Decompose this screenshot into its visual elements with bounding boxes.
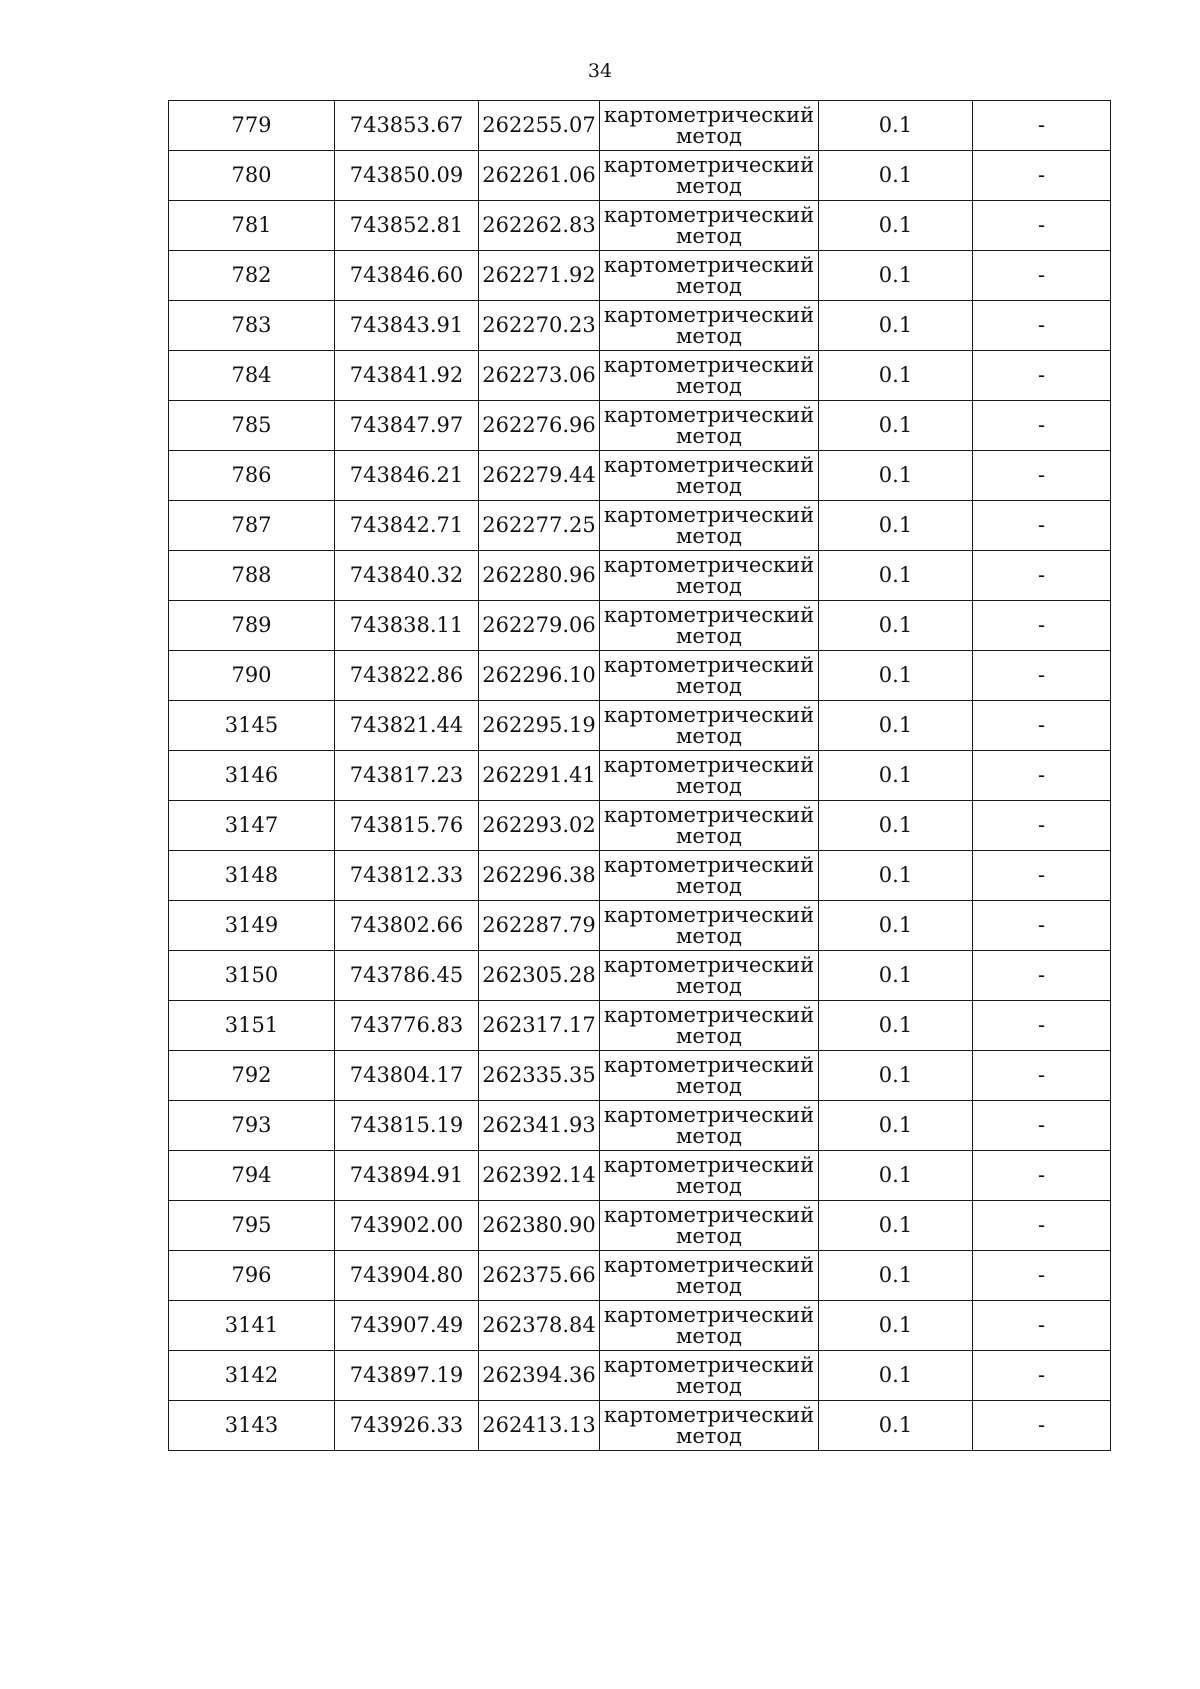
y-coordinate-cell: 262293.02: [479, 801, 600, 851]
note-cell: -: [973, 1051, 1111, 1101]
method-cell: [600, 951, 819, 1001]
note-cell: -: [973, 501, 1111, 551]
method-cell: [600, 601, 819, 651]
accuracy-cell: 0.1: [819, 151, 973, 201]
method-line-1: картометрический: [603, 1202, 815, 1227]
table-row: [169, 951, 1111, 1001]
method-line-1: картометрический: [603, 552, 815, 577]
x-coordinate-cell: 743842.71: [335, 501, 479, 551]
method-line-1: картометрический: [603, 1002, 815, 1027]
point-number-cell: 792: [169, 1051, 335, 1101]
method-line-1: картометрический: [603, 302, 815, 327]
table-row: [169, 751, 1111, 801]
point-number-cell: 3142: [169, 1351, 335, 1401]
y-coordinate-cell: 262291.41: [479, 751, 600, 801]
accuracy-cell: 0.1: [819, 501, 973, 551]
x-coordinate-cell: 743843.91: [335, 301, 479, 351]
method-line-2: метод: [676, 1323, 742, 1348]
method-cell: [600, 1001, 819, 1051]
x-coordinate-cell: 743838.11: [335, 601, 479, 651]
table-row: [169, 1201, 1111, 1251]
method-line-1: картометрический: [603, 502, 815, 527]
accuracy-cell: 0.1: [819, 551, 973, 601]
note-cell: -: [973, 401, 1111, 451]
table-row: [169, 301, 1111, 351]
method-line-1: картометрический: [603, 402, 815, 427]
method-cell: [600, 401, 819, 451]
method-line-2: метод: [676, 1073, 742, 1098]
method-line-1: картометрический: [603, 252, 815, 277]
x-coordinate-cell: 743850.09: [335, 151, 479, 201]
note-cell: -: [973, 451, 1111, 501]
method-line-1: картометрический: [603, 952, 815, 977]
note-cell: -: [973, 351, 1111, 401]
y-coordinate-cell: 262279.44: [479, 451, 600, 501]
accuracy-cell: 0.1: [819, 251, 973, 301]
table-row: [169, 851, 1111, 901]
accuracy-cell: 0.1: [819, 751, 973, 801]
method-line-2: метод: [676, 873, 742, 898]
method-line-1: картометрический: [603, 852, 815, 877]
coordinates-table: [168, 100, 1111, 1451]
method-cell: [600, 551, 819, 601]
note-cell: -: [973, 601, 1111, 651]
note-cell: -: [973, 1301, 1111, 1351]
accuracy-cell: 0.1: [819, 1201, 973, 1251]
page-number: 34: [587, 60, 613, 82]
accuracy-cell: 0.1: [819, 201, 973, 251]
x-coordinate-cell: 743841.92: [335, 351, 479, 401]
point-number-cell: 795: [169, 1201, 335, 1251]
y-coordinate-cell: 262296.38: [479, 851, 600, 901]
y-coordinate-cell: 262276.96: [479, 401, 600, 451]
accuracy-cell: 0.1: [819, 351, 973, 401]
y-coordinate-cell: 262262.83: [479, 201, 600, 251]
table-row: [169, 651, 1111, 701]
accuracy-cell: 0.1: [819, 1251, 973, 1301]
x-coordinate-cell: 743897.19: [335, 1351, 479, 1401]
note-cell: -: [973, 1201, 1111, 1251]
method-line-1: картометрический: [603, 702, 815, 727]
table-row: [169, 801, 1111, 851]
x-coordinate-cell: 743817.23: [335, 751, 479, 801]
method-cell: [600, 701, 819, 751]
x-coordinate-cell: 743846.60: [335, 251, 479, 301]
x-coordinate-cell: 743786.45: [335, 951, 479, 1001]
accuracy-cell: 0.1: [819, 701, 973, 751]
accuracy-cell: 0.1: [819, 851, 973, 901]
y-coordinate-cell: 262255.07: [479, 101, 600, 151]
note-cell: -: [973, 251, 1111, 301]
method-line-2: метод: [676, 223, 742, 248]
x-coordinate-cell: 743846.21: [335, 451, 479, 501]
method-line-2: метод: [676, 723, 742, 748]
point-number-cell: 3148: [169, 851, 335, 901]
method-line-2: метод: [676, 473, 742, 498]
point-number-cell: 787: [169, 501, 335, 551]
point-number-cell: 790: [169, 651, 335, 701]
coordinates-table-body: [169, 101, 1111, 1451]
method-line-2: метод: [676, 423, 742, 448]
y-coordinate-cell: 262280.96: [479, 551, 600, 601]
point-number-cell: 3143: [169, 1401, 335, 1451]
x-coordinate-cell: 743904.80: [335, 1251, 479, 1301]
method-cell: [600, 301, 819, 351]
table-row: [169, 1401, 1111, 1451]
method-line-2: метод: [676, 523, 742, 548]
table-row: [169, 1251, 1111, 1301]
table-row: [169, 551, 1111, 601]
note-cell: -: [973, 751, 1111, 801]
y-coordinate-cell: 262277.25: [479, 501, 600, 551]
method-line-1: картометрический: [603, 1052, 815, 1077]
point-number-cell: 3149: [169, 901, 335, 951]
method-cell: [600, 351, 819, 401]
method-line-1: картометрический: [603, 902, 815, 927]
x-coordinate-cell: 743804.17: [335, 1051, 479, 1101]
method-cell: [600, 1051, 819, 1101]
y-coordinate-cell: 262335.35: [479, 1051, 600, 1101]
point-number-cell: 785: [169, 401, 335, 451]
x-coordinate-cell: 743852.81: [335, 201, 479, 251]
point-number-cell: 793: [169, 1101, 335, 1151]
x-coordinate-cell: 743815.19: [335, 1101, 479, 1151]
note-cell: -: [973, 551, 1111, 601]
method-line-2: метод: [676, 373, 742, 398]
point-number-cell: 3141: [169, 1301, 335, 1351]
method-line-1: картометрический: [603, 352, 815, 377]
point-number-cell: 3145: [169, 701, 335, 751]
y-coordinate-cell: 262287.79: [479, 901, 600, 951]
note-cell: -: [973, 301, 1111, 351]
y-coordinate-cell: 262305.28: [479, 951, 600, 1001]
x-coordinate-cell: 743822.86: [335, 651, 479, 701]
table-row: [169, 351, 1111, 401]
method-line-2: метод: [676, 923, 742, 948]
table-row: [169, 251, 1111, 301]
point-number-cell: 784: [169, 351, 335, 401]
accuracy-cell: 0.1: [819, 1351, 973, 1401]
point-number-cell: 779: [169, 101, 335, 151]
method-cell: [600, 1401, 819, 1451]
note-cell: -: [973, 151, 1111, 201]
point-number-cell: 796: [169, 1251, 335, 1301]
y-coordinate-cell: 262378.84: [479, 1301, 600, 1351]
table-row: [169, 401, 1111, 451]
method-cell: [600, 251, 819, 301]
table-row: [169, 151, 1111, 201]
y-coordinate-cell: 262279.06: [479, 601, 600, 651]
note-cell: -: [973, 901, 1111, 951]
y-coordinate-cell: 262392.14: [479, 1151, 600, 1201]
accuracy-cell: 0.1: [819, 601, 973, 651]
method-line-1: картометрический: [603, 1302, 815, 1327]
method-line-1: картометрический: [603, 452, 815, 477]
table-row: [169, 701, 1111, 751]
method-line-1: картометрический: [603, 652, 815, 677]
accuracy-cell: 0.1: [819, 301, 973, 351]
y-coordinate-cell: 262375.66: [479, 1251, 600, 1301]
method-line-2: метод: [676, 1223, 742, 1248]
accuracy-cell: 0.1: [819, 1401, 973, 1451]
note-cell: -: [973, 951, 1111, 1001]
table-row: [169, 101, 1111, 151]
accuracy-cell: 0.1: [819, 651, 973, 701]
accuracy-cell: 0.1: [819, 1001, 973, 1051]
note-cell: -: [973, 201, 1111, 251]
point-number-cell: 3150: [169, 951, 335, 1001]
x-coordinate-cell: 743815.76: [335, 801, 479, 851]
method-line-1: картометрический: [603, 1352, 815, 1377]
method-line-2: метод: [676, 973, 742, 998]
table-row: [169, 1351, 1111, 1401]
method-line-1: картометрический: [603, 202, 815, 227]
y-coordinate-cell: 262380.90: [479, 1201, 600, 1251]
x-coordinate-cell: 743821.44: [335, 701, 479, 751]
table-row: [169, 601, 1111, 651]
note-cell: -: [973, 1001, 1111, 1051]
table-row: [169, 1101, 1111, 1151]
method-cell: [600, 851, 819, 901]
y-coordinate-cell: 262271.92: [479, 251, 600, 301]
note-cell: -: [973, 1151, 1111, 1201]
point-number-cell: 786: [169, 451, 335, 501]
accuracy-cell: 0.1: [819, 101, 973, 151]
point-number-cell: 3151: [169, 1001, 335, 1051]
note-cell: -: [973, 701, 1111, 751]
accuracy-cell: 0.1: [819, 1101, 973, 1151]
accuracy-cell: 0.1: [819, 1151, 973, 1201]
note-cell: -: [973, 801, 1111, 851]
note-cell: -: [973, 1351, 1111, 1401]
note-cell: -: [973, 851, 1111, 901]
method-line-2: метод: [676, 1123, 742, 1148]
accuracy-cell: 0.1: [819, 401, 973, 451]
table-row: [169, 201, 1111, 251]
method-line-2: метод: [676, 1373, 742, 1398]
x-coordinate-cell: 743847.97: [335, 401, 479, 451]
method-cell: [600, 1301, 819, 1351]
method-cell: [600, 501, 819, 551]
y-coordinate-cell: 262273.06: [479, 351, 600, 401]
table-row: [169, 1151, 1111, 1201]
method-cell: [600, 201, 819, 251]
y-coordinate-cell: 262296.10: [479, 651, 600, 701]
method-line-2: метод: [676, 623, 742, 648]
point-number-cell: 794: [169, 1151, 335, 1201]
note-cell: -: [973, 1401, 1111, 1451]
x-coordinate-cell: 743894.91: [335, 1151, 479, 1201]
method-cell: [600, 1251, 819, 1301]
table-row: [169, 1051, 1111, 1101]
method-cell: [600, 1101, 819, 1151]
method-line-1: картометрический: [603, 1152, 815, 1177]
y-coordinate-cell: 262295.19: [479, 701, 600, 751]
point-number-cell: 781: [169, 201, 335, 251]
method-line-1: картометрический: [603, 1402, 815, 1427]
method-cell: [600, 751, 819, 801]
point-number-cell: 780: [169, 151, 335, 201]
y-coordinate-cell: 262394.36: [479, 1351, 600, 1401]
table-row: [169, 451, 1111, 501]
method-cell: [600, 451, 819, 501]
x-coordinate-cell: 743907.49: [335, 1301, 479, 1351]
method-cell: [600, 801, 819, 851]
method-line-2: метод: [676, 823, 742, 848]
point-number-cell: 788: [169, 551, 335, 601]
accuracy-cell: 0.1: [819, 901, 973, 951]
method-cell: [600, 1351, 819, 1401]
note-cell: -: [973, 1101, 1111, 1151]
x-coordinate-cell: 743902.00: [335, 1201, 479, 1251]
y-coordinate-cell: 262413.13: [479, 1401, 600, 1451]
method-line-2: метод: [676, 773, 742, 798]
point-number-cell: 789: [169, 601, 335, 651]
method-line-1: картометрический: [603, 152, 815, 177]
point-number-cell: 783: [169, 301, 335, 351]
method-cell: [600, 901, 819, 951]
point-number-cell: 782: [169, 251, 335, 301]
x-coordinate-cell: 743853.67: [335, 101, 479, 151]
note-cell: -: [973, 101, 1111, 151]
method-line-2: метод: [676, 173, 742, 198]
x-coordinate-cell: 743926.33: [335, 1401, 479, 1451]
method-line-2: метод: [676, 573, 742, 598]
x-coordinate-cell: 743840.32: [335, 551, 479, 601]
y-coordinate-cell: 262261.06: [479, 151, 600, 201]
accuracy-cell: 0.1: [819, 1051, 973, 1101]
method-line-2: метод: [676, 323, 742, 348]
method-line-2: метод: [676, 673, 742, 698]
accuracy-cell: 0.1: [819, 801, 973, 851]
method-line-1: картометрический: [603, 602, 815, 627]
y-coordinate-cell: 262341.93: [479, 1101, 600, 1151]
table-row: [169, 1001, 1111, 1051]
method-cell: [600, 151, 819, 201]
x-coordinate-cell: 743776.83: [335, 1001, 479, 1051]
y-coordinate-cell: 262270.23: [479, 301, 600, 351]
table-row: [169, 501, 1111, 551]
y-coordinate-cell: 262317.17: [479, 1001, 600, 1051]
method-line-1: картометрический: [603, 1102, 815, 1127]
note-cell: -: [973, 1251, 1111, 1301]
method-cell: [600, 1201, 819, 1251]
point-number-cell: 3147: [169, 801, 335, 851]
method-line-1: картометрический: [603, 752, 815, 777]
method-line-2: метод: [676, 1273, 742, 1298]
method-line-2: метод: [676, 1023, 742, 1048]
method-line-2: метод: [676, 123, 742, 148]
method-line-1: картометрический: [603, 802, 815, 827]
table-row: [169, 901, 1111, 951]
x-coordinate-cell: 743812.33: [335, 851, 479, 901]
accuracy-cell: 0.1: [819, 1301, 973, 1351]
accuracy-cell: 0.1: [819, 451, 973, 501]
method-line-1: картометрический: [603, 1252, 815, 1277]
x-coordinate-cell: 743802.66: [335, 901, 479, 951]
point-number-cell: 3146: [169, 751, 335, 801]
method-line-2: метод: [676, 1423, 742, 1448]
method-cell: [600, 651, 819, 701]
accuracy-cell: 0.1: [819, 951, 973, 1001]
method-line-2: метод: [676, 273, 742, 298]
method-cell: [600, 101, 819, 151]
method-line-2: метод: [676, 1173, 742, 1198]
method-line-1: картометрический: [603, 102, 815, 127]
note-cell: -: [973, 651, 1111, 701]
table-row: [169, 1301, 1111, 1351]
method-cell: [600, 1151, 819, 1201]
